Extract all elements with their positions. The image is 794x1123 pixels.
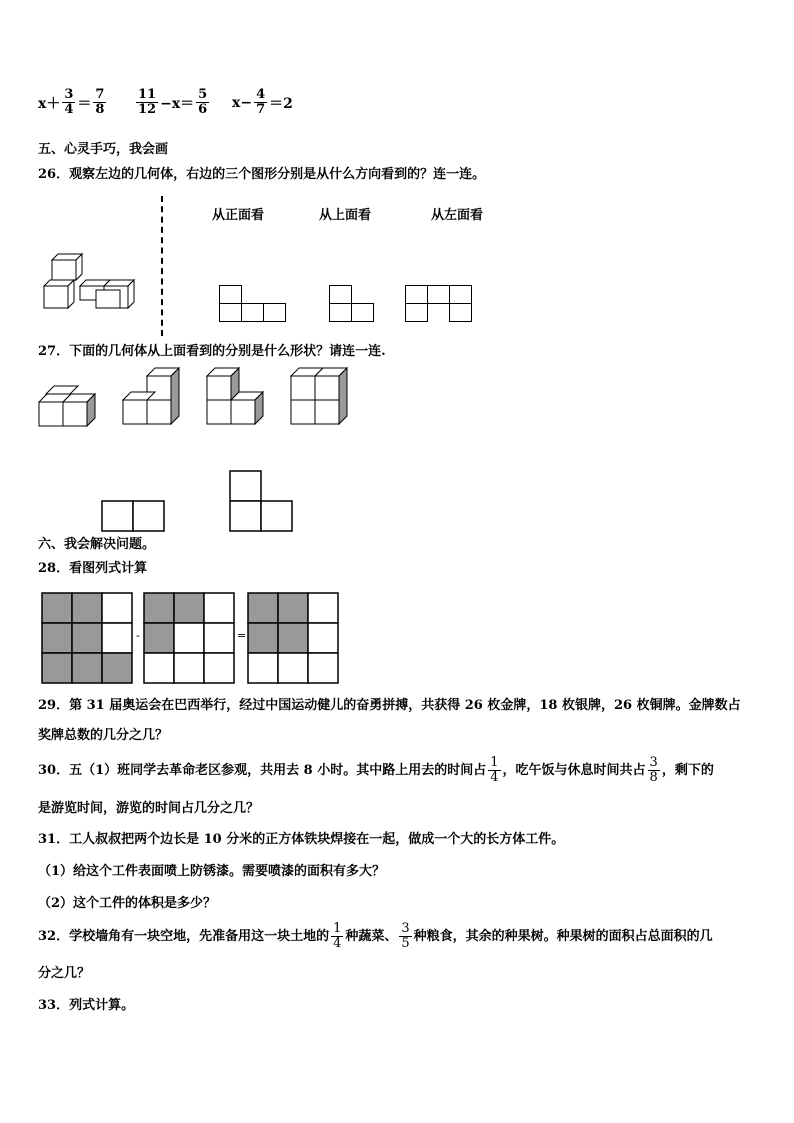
q32-text: 32．学校墙角有一块空地，先准备用这一块土地的 — [38, 928, 330, 944]
q30-text: ，剩下的 — [661, 762, 714, 778]
q30-text: 30．五（1）班同学去革命老区参观，共用去 8 小时。其中路上用去的时间占 — [38, 762, 487, 778]
fraction: $\frac{3}{4}$ — [64, 87, 74, 117]
q32-text: 种蔬菜、 — [345, 928, 398, 944]
question-33: 33．列式计算。 — [38, 998, 135, 1013]
fraction: $\frac{3}{8}$ — [649, 755, 658, 785]
question-29-line-1: 29．第 31 届奥运会在巴西举行，经过中国运动健儿的奋勇拼搏，共获得 26 枚金牌，18 枚银牌，26 枚铜牌。金牌数占 — [38, 698, 741, 713]
fraction: $\frac{7}{8}$ — [95, 87, 105, 117]
question-31-sub-1: （1）给这个工件表面喷上防锈漆。需要喷漆的面积有多大？ — [38, 864, 386, 879]
eq-text: x＋ — [38, 95, 61, 112]
question-30-line-1 — [38, 756, 714, 785]
fraction: $\frac{1}{4}$ — [490, 755, 499, 785]
fraction: $\frac{4}{7}$ — [256, 87, 266, 117]
q26-dashed-divider — [161, 196, 163, 336]
equation-1 — [38, 88, 108, 117]
section-6-heading: 六、我会解决问题。 — [38, 537, 156, 552]
q26-solid-figure — [40, 250, 150, 320]
q30-text: ，吃午饭与休息时间共占 — [502, 762, 646, 778]
q28-grid-2 — [143, 592, 237, 686]
question-31-line-1: 31．工人叔叔把两个边长是 10 分米的正方体铁块焊接在一起，做成一个大的长方体工件。 — [38, 832, 565, 847]
q32-text: 种粮食，其余的种果树。种果树的面积占总面积的几 — [413, 928, 713, 944]
question-28: 28．看图列式计算 — [38, 561, 148, 576]
eq-text: x− — [232, 94, 253, 111]
q27-solid-3 — [206, 366, 276, 426]
eq-text: ＝2 — [269, 95, 293, 112]
q28-grid-3 — [247, 592, 341, 686]
view-shape-front — [219, 285, 289, 325]
equation-3 — [232, 88, 293, 117]
question-31-sub-2: （2）这个工件的体积是多少？ — [38, 896, 217, 911]
q28-grid-1 — [41, 592, 135, 686]
equals-sign: = — [237, 629, 247, 642]
question-30-line-2: 是游览时间，游览的时间占几分之几？ — [38, 801, 260, 816]
q27-solid-4 — [290, 366, 360, 426]
question-27: 27．下面的几何体从上面看到的分别是什么形状？请连一连. — [38, 344, 386, 359]
view-label-front: 从正面看 — [212, 208, 265, 223]
view-shape-left — [405, 285, 475, 325]
eq-text: ＝ — [77, 95, 92, 112]
view-label-top: 从上面看 — [319, 208, 372, 223]
section-5-heading: 五、心灵手巧，我会画 — [38, 142, 169, 157]
question-26: 26．观察左边的几何体，右边的三个图形分别是从什么方向看到的？连一连。 — [38, 167, 486, 182]
view-shape-top — [329, 285, 379, 325]
q27-top-view-a — [101, 500, 167, 534]
question-32-line-1 — [38, 922, 713, 951]
fraction: $\frac{5}{6}$ — [198, 87, 208, 117]
minus-sign: - — [136, 629, 140, 642]
question-32-line-2: 分之几？ — [38, 966, 91, 981]
fraction: $\frac{1}{4}$ — [333, 921, 342, 951]
q27-top-view-b — [229, 470, 295, 534]
q27-solid-2 — [122, 366, 192, 426]
view-label-left: 从左面看 — [431, 208, 484, 223]
eq-text: −x＝ — [160, 95, 195, 112]
question-29-line-2: 奖牌总数的几分之几？ — [38, 728, 169, 743]
fraction: $\frac{11}{12}$ — [138, 87, 157, 117]
equation-2 — [134, 88, 211, 117]
q27-solid-1 — [38, 380, 108, 430]
fraction: $\frac{3}{5}$ — [401, 921, 410, 951]
